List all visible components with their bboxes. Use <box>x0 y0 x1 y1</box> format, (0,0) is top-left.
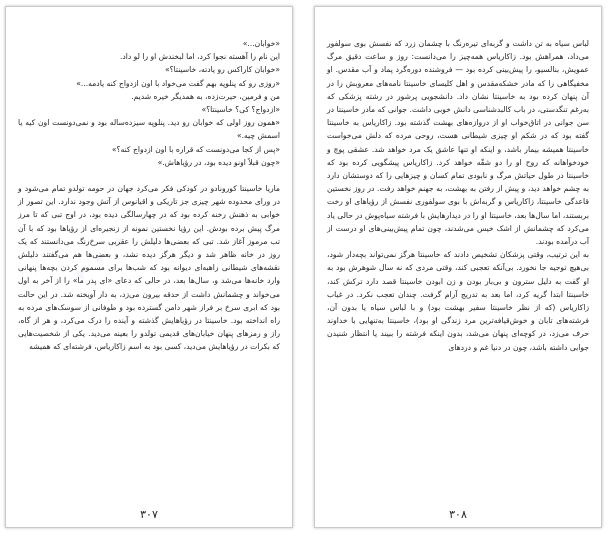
paragraph: «خوابان کاراکس رو یادته، خاسینتا؟» <box>164 65 280 75</box>
paragraph: لباس سیاه به تن داشت و گربه‌ای تیره‌رنگ با چشمان زرد که نفسش بوی سولفور می‌داد، همراهش بود. زاکاریاس همه‌چیز را می‌دانست: روز و ساعت دقیق مرگ عمویش، بنالسیو، را پیش‌بینی کرده بود — فروشنده دوره‌گرد پماد و آب مقدس. او مخفیگاهی را که مادر خشکه‌مقدس و اهل کلیسای خاسینتا نامه‌های معروبش را در آن پنهان کرده بود به خاسینتا نشان داد. دانشجویی پرشور در رشته پزشکی که به‌رغم تنگدستی، در باب کالبدشناسی دانش خوبی داشت. جوانی که مادر خاسینتا در سن جوانی در اتاق‌خواب او از دروازه‌های بهشت گذشته بود. زاکاریاس به خاسینتا گفته بود که در شکم او چیزی شیطانی هست، روحی مرده که دلش می‌خواست خاسینتا همیشه بیمار باشد، و اینکه او تنها عاشق یک مرد خواهد شد. عشقی پوچ و خودخواهانه که روح او را دو شقّه خواهد کرد. زاکاریاس پیشگویی کرده بود که خاسینتا در طول حیاتش مرگ و نابودی تمام کسان و چیزهایی را که دوستشان دارد به چشم خواهد دید، و پیش از رفتن به بهشت، به جهنم خواهد رفت. در روز نخستین قاعدگی خاسینتا، زاکاریاس و گربه‌اش با بوی سولفوری نفسش از رؤیاهای او رخت بربستند، اما سال‌ها بعد، خاسینتا او را در دیدارهایش با فرشته سیاه‌پوش در حالی یاد می‌کرد که چشمانش از اشک خیس می‌شدند، چون تمام پیش‌بینی‌های او درست از آب درآمده بودند. <box>327 39 589 247</box>
page-number: ۳۰۷ <box>140 508 158 521</box>
right-page-text <box>327 37 589 354</box>
paragraph: به این ترتیب، وقتی پزشکان تشخیص دادند که خاسینتا هرگز نمی‌تواند بچه‌دار شود، بی‌هیچ توجیه جا نخورد. بی‌آنکه تعجبی کند، وقتی مردی که نه سال شوهرش بود به او گفت به دلیل سترون و بی‌بار بودن و زن ابودن خاسینتا قصد دارد ترکش کند، خاسینتا ابتدا گریه کرد، اما بعد به تدریج آرام گرفت. چندان تعجب نکرد. در غیاب زاکاریاس (که از نظر خاسینتا سفیر بهشت بود) و با لباس سیاه یا بدون آن، فرشته‌های تابان و خوش‌قیافه‌ترین مرد زندگی او بود)، خاسینتا به‌تنهایی با خداوند حرف می‌زد، در کوچه‌ای پنهان می‌شد، بدون اینکه فرشته را ببیند یا انتظار شنیدن جوابی داشته باشد، چون در دنیا غم و دردهای <box>327 250 589 352</box>
paragraph: «روزی رو که پنلوپه بهم گفت می‌خواد با اون ازدواج کنه یادمه...» <box>76 78 280 88</box>
paragraph: این نام را آهسته نجوا کرد، اما لبخندش او را لو داد. <box>119 52 280 62</box>
paragraph: من و فرمین، حیرت‌زده، به همدیگر خیره شدیم. <box>131 91 280 101</box>
paragraph: «چون قبلاً اونو دیده بود، در رؤیاهاش.» <box>157 157 280 167</box>
right-page <box>314 6 602 528</box>
paragraph: ماریا خاسینتا کورونادو در کودکی فکر می‌کرد جهان در حومه تولدو تمام می‌شود و در ورای محدوده شهر چیزی جز تاریکی و اقیانوس از آتش وجود ندارد. این تصور از خوابی به ذهنش رخنه کرده بود که در چهارسالگی دیده بود، در اوج تبی که تا مرز مرگ پیش برده بودش. این رؤیا نخستین نمونه از زنجیره‌ای از رؤیاها بود که با آن تب مرموز آغاز شد. تبی که بعضی‌ها دلیلش را عقربی سرخ‌رنگ می‌دانستند که یک روز در خانه ظاهر شد و دیگر هرگز دیده نشد، و بعضی‌ها هم می‌گفتند دلیلش نقشه‌های شیطانی راهبه‌ای دیوانه بود که شب‌ها برای مسموم کردن بچه‌ها پنهانی وارد خانه‌ها می‌شد و، سال‌ها بعد، در حالی که دعای «ای پدر ما» را از آخر به اول می‌خواند و چشمانش داشت از حدقه بیرون می‌زد، به دار آویخته شد. در این حالت بود که ابری سرخ بر فراز شهر دامن گسترده بود و طوفانی از سوسک‌های مرده به راه انداخته بود. خاسینتا در رؤیاهایش گذشته و آینده را درک می‌کرد، و هر از گاه، راز و رمزهای پنهان خیابان‌های قدیمی تولدو را بعینه می‌دید. یکی از شخصیت‌هایی که بکرات در رؤیاهایش می‌دید، کسی بود به اسم زاکاریاس، فرشته‌ای که همیشه <box>18 184 280 352</box>
left-page <box>5 6 293 528</box>
page-number: ۳۰۸ <box>449 508 467 521</box>
paragraph: «خوابان...» <box>242 39 280 48</box>
left-page-text <box>18 37 280 354</box>
paragraph: «همون روز اولی که خوابان رو دید. پنلوپه سیزده‌ساله بود و نمی‌دونست اون کیه یا اسمش چیه.» <box>18 118 280 141</box>
paragraph: «ازدواج؟ کی؟ خاسینتا؟» <box>201 105 280 115</box>
watermark: ✦ ✦ ✦ <box>66 227 136 292</box>
paragraph: «پس از کجا می‌دونست که قراره با اون ازدواج کنه؟» <box>111 144 280 154</box>
